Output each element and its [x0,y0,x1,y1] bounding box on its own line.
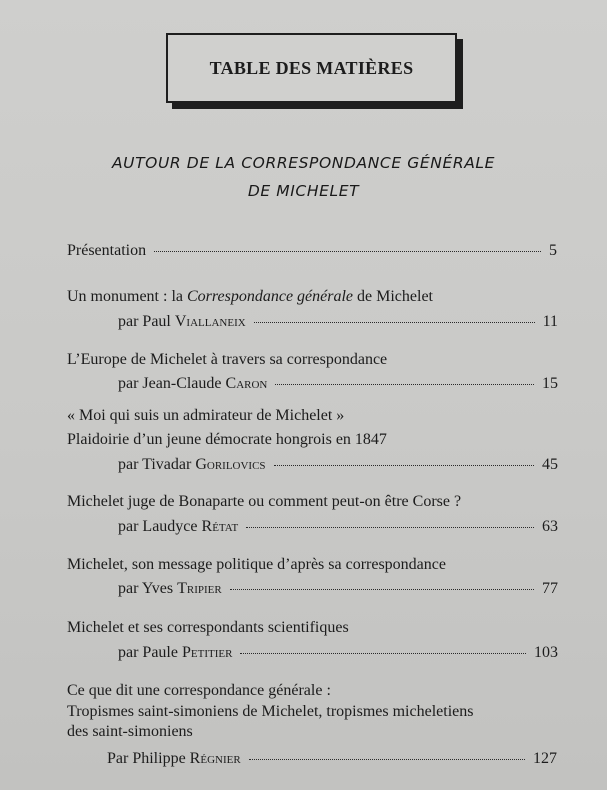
author-line: par Paule Petitier [118,644,233,661]
toc-entry-byline [118,580,558,598]
entry-title-line: Plaidoirie d’un jeune démocrate hongrois en 1847 [67,431,387,448]
title-box [166,33,457,103]
page-number: 103 [534,644,558,661]
leader-dots [274,465,534,466]
author-surname: Viallaneix [174,313,246,330]
leader-dots [254,322,535,323]
leader-dots [249,759,525,760]
entry-title-line: des saint-simoniens [67,723,193,740]
entry-title-line: Michelet juge de Bonaparte ou comment peut-on être Corse ? [67,493,462,510]
entry-title-line: L’Europe de Michelet à travers sa correspondance [67,351,388,368]
author-line: Par Philippe Régnier [107,750,241,767]
leader-dots [275,384,534,385]
author-line: par Laudyce Rétat [118,518,239,535]
page-number: 63 [542,518,558,535]
toc-entry-byline [118,518,558,536]
toc-entry-byline [118,375,558,393]
leader-dots [246,527,534,528]
author-line: par Tivadar Gorilovics [118,456,266,473]
section-heading-line1: AUTOUR DE LA CORRESPONDANCE GÉNÉRALE [111,154,496,172]
entry-label: Présentation [67,242,147,259]
author-surname: Gorilovics [195,456,266,473]
author-line: par Yves Tripier [118,580,222,597]
author-surname: Caron [225,375,268,392]
leader-dots [154,251,541,252]
page-title: TABLE DES MATIÈRES [209,57,414,78]
author-surname: Petitier [181,644,233,661]
page-number: 77 [542,580,558,597]
toc-entry-presentation [67,242,557,260]
entry-title-line: Ce que dit une correspondance générale : [67,682,331,699]
author-surname: Tripier [177,580,222,597]
page-number: 5 [549,242,557,259]
page-number: 45 [542,456,558,473]
entry-title-line: Tropismes saint-simoniens de Michelet, tropismes micheletiens [67,703,474,720]
toc-entry-byline [118,456,558,474]
toc-entry-byline [118,644,558,662]
page-number: 127 [533,750,557,767]
toc-entry-byline [118,313,558,331]
entry-title-line: Michelet et ses correspondants scientifiques [67,619,349,636]
author-surname: Rétat [201,518,239,535]
entry-title-line: Michelet, son message politique d’après sa correspondance [67,556,446,573]
author-surname: Régnier [189,750,241,767]
entry-title-line: « Moi qui suis un admirateur de Michelet » [67,407,345,424]
page-number: 11 [542,313,558,330]
entry-title-line: Un monument : la Correspondance générale de Michelet [67,288,433,305]
author-line: par Paul Viallaneix [118,313,246,330]
toc-entry-byline [107,750,557,768]
page-number: 15 [542,375,558,392]
leader-dots [230,589,534,590]
author-line: par Jean-Claude Caron [118,375,268,392]
section-heading-line2: DE MICHELET [247,182,360,200]
leader-dots [240,653,526,654]
